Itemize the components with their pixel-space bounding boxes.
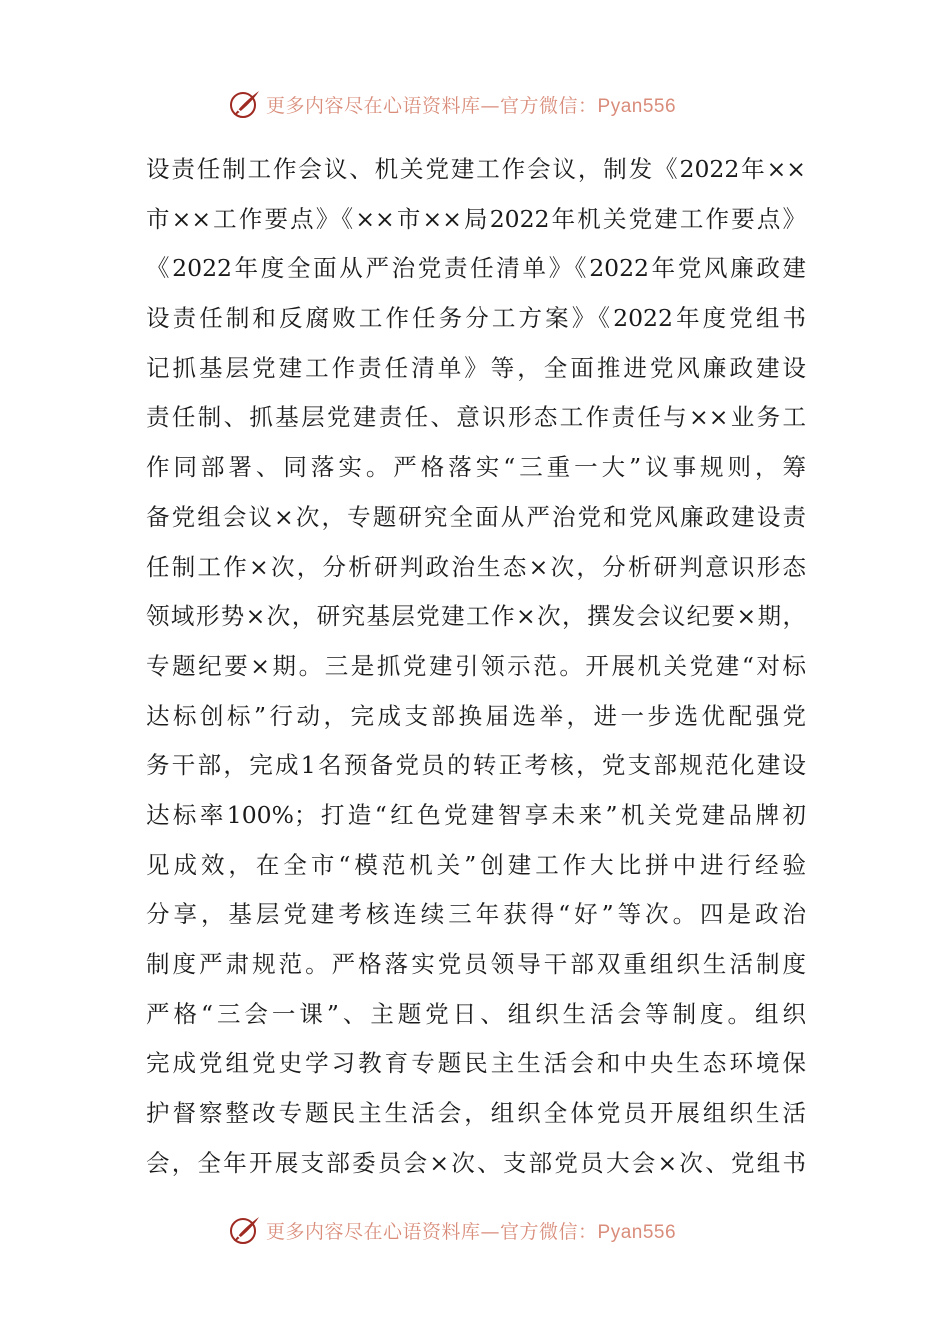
body-line: 备党组会议×次，专题研究全面从严治党和党风廉政建设责 — [146, 502, 806, 531]
body-line: 制度严肃规范。严格落实党员领导干部双重组织生活制度 — [146, 950, 806, 978]
quill-logo-icon — [228, 1213, 262, 1247]
banner-text: 更多内容尽在心语资料库—官方微信：Pyan556 — [266, 94, 677, 117]
footer-banner — [228, 1210, 748, 1250]
body-line: 会，全年开展支部委员会×次、支部党员大会×次、党组书 — [146, 1148, 806, 1177]
body-line: 设责任制工作会议、机关党建工作会议，制发《2022年×× — [146, 155, 806, 183]
body-line: 市××工作要点》《××市××局2022年机关党建工作要点》 — [146, 204, 806, 233]
header-banner — [228, 84, 748, 124]
wechat-id: Pyan556 — [597, 1221, 677, 1243]
body-line: 达标率100%；打造“红色党建智享未来”机关党建品牌初 — [146, 800, 806, 829]
banner-text: 更多内容尽在心语资料库—官方微信：Pyan556 — [266, 1220, 677, 1243]
body-line: 务干部，完成1名预备党员的转正考核，党支部规范化建设 — [146, 751, 806, 780]
body-line: 完成党组党史学习教育专题民主生活会和中央生态环境保 — [146, 1049, 806, 1078]
body-line: 责任制、抓基层党建责任、意识形态工作责任与××业务工 — [146, 403, 806, 432]
body-line: 领域形势×次，研究基层党建工作×次，撰发会议纪要×期， — [146, 602, 806, 631]
document-body — [146, 145, 806, 1188]
body-line: 分享，基层党建考核连续三年获得“好”等次。四是政治 — [146, 900, 806, 929]
body-line: 记抓基层党建工作责任清单》等，全面推进党风廉政建设 — [146, 353, 806, 382]
body-line: 《2022年度全面从严治党责任清单》《2022年党风廉政建 — [146, 254, 806, 283]
body-line: 见成效，在全市“模范机关”创建工作大比拼中进行经验 — [146, 850, 806, 879]
body-line: 达标创标”行动，完成支部换届选举，进一步选优配强党 — [146, 701, 806, 730]
quill-logo-icon — [228, 87, 262, 121]
body-line: 任制工作×次，分析研判政治生态×次，分析研判意识形态 — [146, 552, 806, 581]
body-line: 作同部署、同落实。严格落实“三重一大”议事规则，筹 — [146, 453, 806, 482]
body-line: 严格“三会一课”、主题党日、组织生活会等制度。组织 — [146, 999, 806, 1028]
body-line: 设责任制和反腐败工作任务分工方案》《2022年度党组书 — [146, 304, 806, 333]
body-line: 护督察整改专题民主生活会，组织全体党员开展组织生活 — [146, 1099, 806, 1128]
body-line: 专题纪要×期。三是抓党建引领示范。开展机关党建“对标 — [146, 651, 806, 680]
wechat-id: Pyan556 — [597, 95, 677, 117]
